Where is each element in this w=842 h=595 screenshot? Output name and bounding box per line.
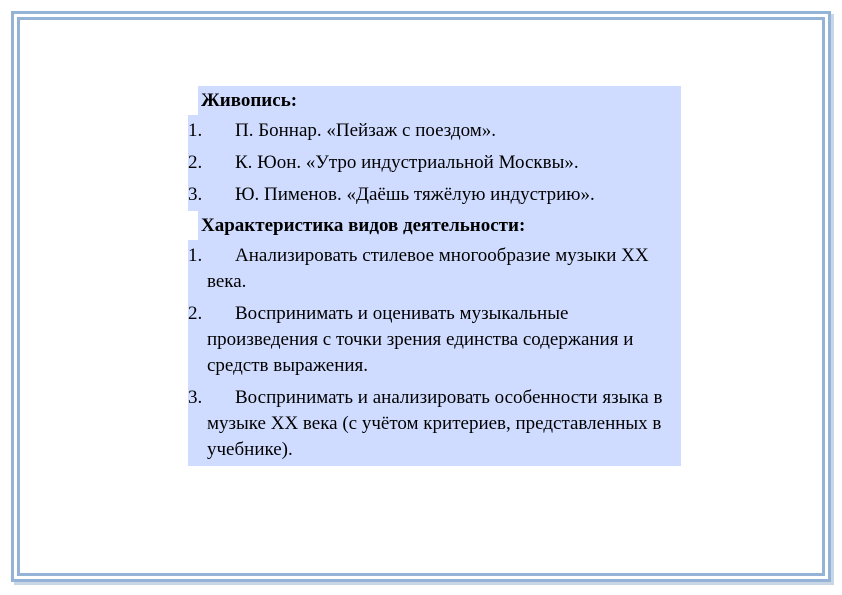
- list-item: [188, 240, 681, 298]
- frame-shadow-right: [831, 14, 834, 585]
- list-text: Анализировать стилевое многообразие музыки XX века.: [207, 245, 649, 292]
- section-heading-painting: Живопись:: [198, 86, 681, 115]
- frame-shadow-bottom: [14, 582, 834, 585]
- list-text: К. Юон. «Утро индустриальной Москвы».: [235, 152, 579, 173]
- list-number: 1.: [188, 245, 203, 266]
- list-text: Ю. Пименов. «Даёшь тяжёлую индустрию».: [235, 184, 595, 205]
- list-number: 3.: [188, 184, 203, 205]
- slide-content: [188, 86, 681, 466]
- list-item: [188, 179, 681, 211]
- list-text: Воспринимать и анализировать особенности языка в музыке XX века (с учётом критериев, представленных в учебнике).: [207, 387, 663, 460]
- list-item: [188, 382, 681, 466]
- list-item: [188, 147, 681, 179]
- list-number: 2.: [188, 152, 203, 173]
- list-number: 2.: [188, 303, 203, 324]
- list-text: П. Боннар. «Пейзаж с поездом».: [235, 120, 497, 141]
- list-text: Воспринимать и оценивать музыкальные произведения с точки зрения единства содержания и средств выражения.: [207, 303, 634, 376]
- list-number: 3.: [188, 387, 203, 408]
- list-number: 1.: [188, 120, 203, 141]
- list-item: [188, 115, 681, 147]
- list-item: [188, 298, 681, 382]
- section-heading-activities: Характеристика видов деятельности:: [198, 211, 681, 240]
